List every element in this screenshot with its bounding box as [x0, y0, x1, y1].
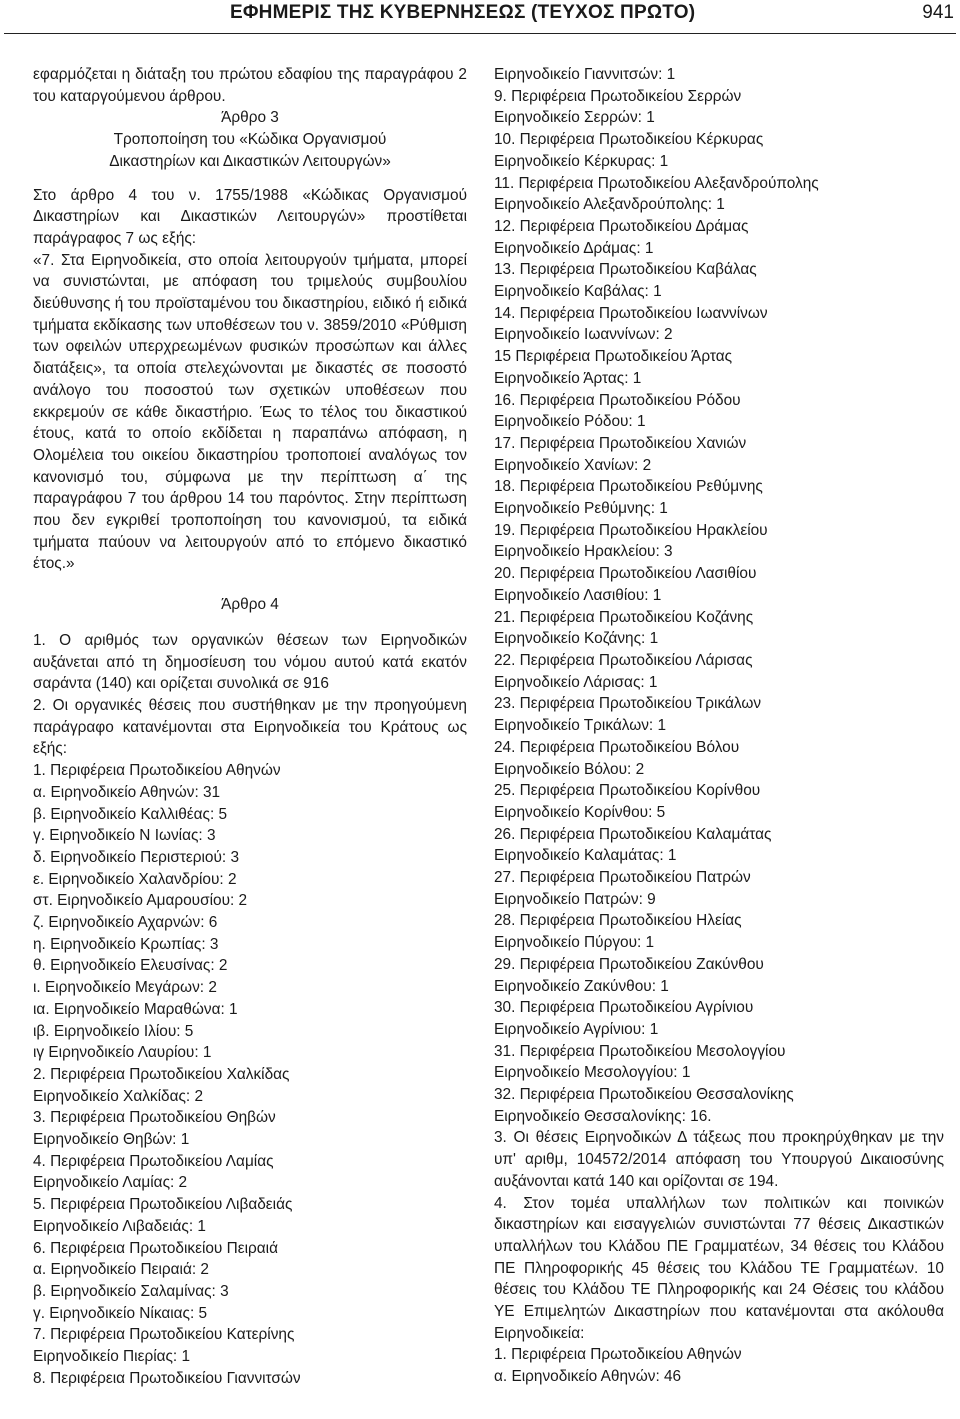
list-item: 12. Περιφέρεια Πρωτοδικείου Δράμας: [494, 217, 749, 235]
list-item: β. Ειρηνοδικείο Σαλαμίνας: 3: [33, 1282, 229, 1300]
list-item: 16. Περιφέρεια Πρωτοδικείου Ρόδου: [494, 391, 741, 409]
list-item: Ειρηνοδικείο Λαμίας: 2: [33, 1174, 188, 1192]
spacer: [33, 616, 467, 630]
list-item: 31. Περιφέρεια Πρωτοδικείου Μεσολογγίου: [494, 1042, 786, 1060]
page-number: 941: [922, 2, 954, 23]
article-3-paragraph-2: «7. Στα Ειρηνοδικεία, στο οποία λειτουργούν τμήματα, μπορεί να συνιστώνται, με απόφαση του τριμελούς συμβουλίου διεύθυνσης ή του προϊσταμένου του δικαστηρίου, ειδικό ή ειδικά τμήματα εκδίκασης των υποθέσεων του ν. 3859/2010 «Ρύθμιση των οφειλών υπερχρεωμένων φυσικών προσώπων και άλλες διατάξεις», τα οποία στελεχώνονται με δικαστές σε ποσοστό ανάλογο του ποσοστού των σχετικών υποθέσεων που εκκρεμούν σε κάθε δικαστήριο. Έως το τέλος του δικαστικού έτους, κατά το οποίο εκδίδεται η παραπάνω απόφαση, η Ολομέλεια του οικείου δικαστηρίου τροποποιεί αναλόγως τον κανονισμό του, σύμφωνα με την περίπτωση α΄ της παραγράφου 7 του άρθρου 14 του παρόντος. Στην περίπτωση που δεν εγκριθεί τροποποίηση του κανονισμού, τα ειδικά τμήματα παύουν να λειτουργούν από το επόμενο δικαστικό έτος.»: [33, 251, 467, 573]
article-4-paragraph-4: 4. Στον τομέα υπαλλήλων των πολιτικών και ποινικών δικαστηρίων και εισαγγελιών συνιστώνται 77 θέσεις Δικαστικών υπαλλήλων του Κλάδου ΠΕ Γραμματέων, 34 θέσεις του Κλάδου ΠΕ Πληροφορικής 45 θέσεις του Κλάδου ΤΕ Γραμματέων. 10 θέσεις του Κλάδου ΤΕ Πληροφορικής και 24 Θέσεις του κλάδου ΥΕ Επιμελητών Δικαστηρίων που κατανέμονται στα ακόλουθα Ειρηνοδικεία:: [494, 1194, 944, 1342]
list-item: Ειρηνοδικείο Σερρών: 1: [494, 109, 655, 127]
list-item: 29. Περιφέρεια Πρωτοδικείου Ζακύνθου: [494, 955, 764, 973]
list-item: 6. Περιφέρεια Πρωτοδικείου Πειραιά: [33, 1239, 278, 1257]
list-item: Ειρηνοδικείο Πιερίας: 1: [33, 1348, 191, 1366]
list-item: Ειρηνοδικείο Άρτας: 1: [494, 369, 642, 387]
list-item: η. Ειρηνοδικείο Κρωπίας: 3: [33, 935, 219, 953]
gazette-title: ΕΦΗΜΕΡΙΣ ΤΗΣ ΚΥΒΕΡΝΗΣΕΩΣ (ΤΕΥΧΟΣ ΠΡΩΤΟ): [230, 2, 696, 23]
list-item: Ειρηνοδικείο Λιβαδειάς: 1: [33, 1217, 206, 1235]
list-item: Ειρηνοδικείο Βόλου: 2: [494, 760, 645, 778]
list-item: Ειρηνοδικείο Γιαννιτσών: 1: [494, 66, 676, 83]
list-item: 28. Περιφέρεια Πρωτοδικείου Ηλείας: [494, 912, 742, 930]
list-item: Ειρηνοδικείο Χανίων: 2: [494, 456, 652, 474]
list-item: Ειρηνοδικείο Ηρακλείου: 3: [494, 543, 673, 561]
list-item: 14. Περιφέρεια Πρωτοδικείου Ιωαννίνων: [494, 304, 768, 322]
list-item: ζ. Ειρηνοδικείο Αχαρνών: 6: [33, 914, 218, 932]
list-item: 17. Περιφέρεια Πρωτοδικείου Χανιών: [494, 434, 747, 452]
list-item: Ειρηνοδικείο Ρόδου: 1: [494, 413, 646, 431]
spacer: [33, 575, 467, 594]
list-item: Ειρηνοδικείο Τρικάλων: 1: [494, 717, 667, 735]
article-3-subtitle-line-1: Τροποποίηση του «Κώδικα Οργανισμού: [113, 131, 387, 149]
list-item: 3. Περιφέρεια Πρωτοδικείου Θηβών: [33, 1109, 276, 1127]
article-4-paragraph-1: 1. Ο αριθμός των οργανικών θέσεων των Ειρηνοδικών αυξάνεται από τη δημοσίευση του νόμου αυτού κατά εκατόν σαράντα (140) και ορίζεται συνολικά σε 916: [33, 631, 467, 693]
list-item: 30. Περιφέρεια Πρωτοδικείου Αγρίνιου: [494, 999, 754, 1017]
list-item: 7. Περιφέρεια Πρωτοδικείου Κατερίνης: [33, 1326, 295, 1344]
list-item: στ. Ειρηνοδικείο Αμαρουσίου: 2: [33, 892, 248, 910]
list-item: 19. Περιφέρεια Πρωτοδικείου Ηρακλείου: [494, 521, 768, 539]
article-3-title: Άρθρο 3: [221, 109, 279, 127]
list-item: 18. Περιφέρεια Πρωτοδικείου Ρεθύμνης: [494, 478, 763, 496]
article-4-paragraph-3: 3. Οι θέσεις Ειρηνοδικών Δ τάξεως που προκηρύχθηκαν με την υπ' αριθμ, 104572/2014 απόφαση του Υπουργού Δικαιοσύνης αυξάνονται κατά 140 και ορίζονται σε 194.: [494, 1129, 944, 1190]
list-item: Ειρηνοδικείο Κέρκυρας: 1: [494, 152, 669, 170]
list-item: 8. Περιφέρεια Πρωτοδικείου Γιαννιτσών: [33, 1369, 301, 1387]
list-item: Ειρηνοδικείο Πατρών: 9: [494, 890, 656, 908]
spacer: [33, 173, 467, 185]
list-item: δ. Ειρηνοδικείο Περιστεριού: 3: [33, 848, 240, 866]
list-item: 10. Περιφέρεια Πρωτοδικείου Κέρκυρας: [494, 131, 764, 149]
list-item: 24. Περιφέρεια Πρωτοδικείου Βόλου: [494, 738, 740, 756]
list-item: Ειρηνοδικείο Ρεθύμνης: 1: [494, 500, 668, 518]
list-item: Ειρηνοδικείο Κοζάνης: 1: [494, 630, 659, 648]
list-item: 11. Περιφέρεια Πρωτοδικείου Αλεξανδρούπολης: [494, 174, 819, 192]
list-item: Ειρηνοδικείο Λασιθίου: 1: [494, 586, 662, 604]
list-item: 26. Περιφέρεια Πρωτοδικείου Καλαμάτας: [494, 825, 772, 843]
intro-paragraph: εφαρμόζεται η διάταξη του πρώτου εδαφίου της παραγράφου 2 του καταργούμενου άρθρου.: [33, 66, 467, 105]
allocation-list-tail: [494, 1344, 944, 1387]
list-item: Ειρηνοδικείο Καλαμάτας: 1: [494, 847, 677, 865]
list-item: Ειρηνοδικείο Πύργου: 1: [494, 934, 655, 952]
right-column: [494, 64, 944, 1388]
list-item: α. Ειρηνοδικείο Αθηνών: 31: [33, 783, 221, 801]
list-item: 21. Περιφέρεια Πρωτοδικείου Κοζάνης: [494, 608, 754, 626]
allocation-list-left: [33, 760, 467, 1389]
list-item: 9. Περιφέρεια Πρωτοδικείου Σερρών: [494, 87, 742, 105]
list-item: 1. Περιφέρεια Πρωτοδικείου Αθηνών: [494, 1346, 742, 1364]
list-item: Ειρηνοδικείο Ζακύνθου: 1: [494, 977, 669, 995]
list-item: 15 Περιφέρεια Πρωτοδικείου Άρτας: [494, 348, 733, 366]
list-item: 32. Περιφέρεια Πρωτοδικείου Θεσσαλονίκης: [494, 1086, 794, 1104]
list-item: Ειρηνοδικείο Καβάλας: 1: [494, 283, 662, 301]
list-item: 23. Περιφέρεια Πρωτοδικείου Τρικάλων: [494, 695, 762, 713]
article-4-title: Άρθρο 4: [221, 596, 279, 614]
list-item: 13. Περιφέρεια Πρωτοδικείου Καβάλας: [494, 261, 757, 279]
article-4-paragraph-2: 2. Οι οργανικές θέσεις που συστήθηκαν με την προηγούμενη παράγραφο κατανέμονται στα Ειρηνοδικεία του Κράτους ως εξής:: [33, 696, 467, 758]
list-item: Ειρηνοδικείο Αγρίνιου: 1: [494, 1020, 659, 1038]
list-item: γ. Ειρηνοδικείο Νίκαιας: 5: [33, 1304, 208, 1322]
list-item: Ειρηνοδικείο Μεσολογγίου: 1: [494, 1064, 691, 1082]
list-item: 25. Περιφέρεια Πρωτοδικείου Κορίνθου: [494, 782, 761, 800]
list-item: β. Ειρηνοδικείο Καλλιθέας: 5: [33, 805, 228, 823]
list-item: 5. Περιφέρεια Πρωτοδικείου Λιβαδειάς: [33, 1196, 293, 1214]
list-item: 2. Περιφέρεια Πρωτοδικείου Χαλκίδας: [33, 1065, 290, 1083]
page-header: [0, 0, 960, 36]
list-item: ι. Ειρηνοδικείο Μεγάρων: 2: [33, 979, 217, 997]
list-item: α. Ειρηνοδικείο Αθηνών: 46: [494, 1368, 682, 1386]
list-item: 20. Περιφέρεια Πρωτοδικείου Λασιθίου: [494, 565, 757, 583]
list-item: Ειρηνοδικείο Θεσσαλονίκης: 16.: [494, 1107, 712, 1125]
list-item: Ειρηνοδικείο Λάρισας: 1: [494, 673, 658, 691]
list-item: θ. Ειρηνοδικείο Ελευσίνας: 2: [33, 957, 228, 975]
article-3-subtitle-line-2: Δικαστηρίων και Δικαστικών Λειτουργών»: [109, 152, 391, 170]
list-item: ε. Ειρηνοδικείο Χαλανδρίου: 2: [33, 870, 237, 888]
list-item: Ειρηνοδικείο Θηβών: 1: [33, 1131, 190, 1149]
header-divider: [4, 33, 956, 34]
list-item: α. Ειρηνοδικείο Πειραιά: 2: [33, 1261, 209, 1279]
list-item: Ειρηνοδικείο Δράμας: 1: [494, 239, 654, 257]
article-3-paragraph-1: Στο άρθρο 4 του ν. 1755/1988 «Κώδικας Οργανισμού Δικαστηρίων και Δικαστικών Λειτουργών» προστίθεται παράγραφος 7 ως εξής:: [33, 186, 467, 247]
list-item: ιγ Ειρηνοδικείο Λαυρίου: 1: [33, 1044, 212, 1062]
list-item: ιβ. Ειρηνοδικείο Ιλίου: 5: [33, 1022, 194, 1040]
list-item: ια. Ειρηνοδικείο Μαραθώνα: 1: [33, 1000, 238, 1018]
left-column: [33, 64, 467, 1389]
list-item: γ. Ειρηνοδικείο Ν Ιωνίας: 3: [33, 827, 216, 845]
list-item: Ειρηνοδικείο Ιωαννίνων: 2: [494, 326, 673, 344]
list-item: 27. Περιφέρεια Πρωτοδικείου Πατρών: [494, 869, 751, 887]
list-item: 1. Περιφέρεια Πρωτοδικείου Αθηνών: [33, 762, 281, 780]
list-item: Ειρηνοδικείο Κορίνθου: 5: [494, 803, 666, 821]
list-item: 22. Περιφέρεια Πρωτοδικείου Λάρισας: [494, 651, 753, 669]
allocation-list-right: [494, 64, 944, 1127]
list-item: 4. Περιφέρεια Πρωτοδικείου Λαμίας: [33, 1152, 274, 1170]
list-item: Ειρηνοδικείο Χαλκίδας: 2: [33, 1087, 204, 1105]
list-item: Ειρηνοδικείο Αλεξανδρούπολης: 1: [494, 196, 725, 214]
